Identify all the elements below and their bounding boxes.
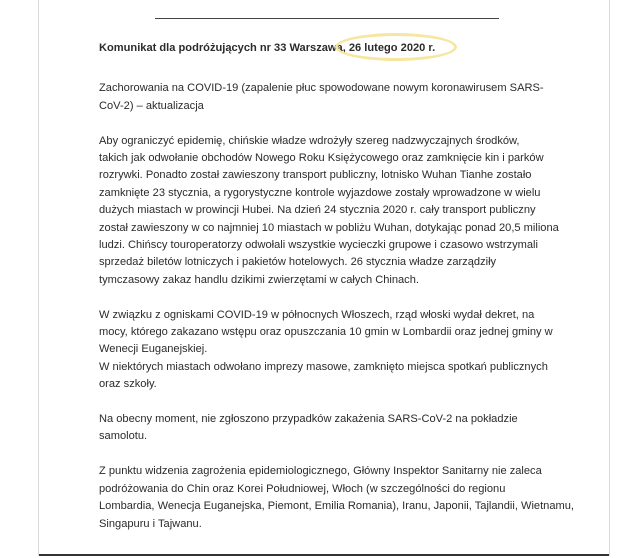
text-line: sprzedaż biletów lotniczych i pakietów hotelowych. 26 stycznia władze zarządziły	[99, 256, 497, 269]
top-divider	[155, 18, 499, 19]
text-line: W niektórych miastach odwołano imprezy masowe, zamknięto miejsca spotkań publicznych	[99, 360, 548, 373]
text-line: CoV-2) – aktualizacja	[99, 99, 204, 112]
text-line: został zawieszony w co najmniej 10 miastach w pobliżu Wuhan, dotykając ponad 20,5 miliona	[99, 221, 559, 234]
text-line: Singapuru i Tajwanu.	[99, 517, 202, 530]
text-line: zamknięte 23 stycznia, a rygorystyczne kontrole wyjazdowe zostały wprowadzone w wielu	[99, 186, 541, 199]
paragraph-italy	[99, 307, 569, 394]
text-line: ludzi. Chińscy touroperatorzy odwołali wszystkie wycieczki grupowe i czasowo wstrzymali	[99, 239, 538, 252]
bottom-border	[39, 554, 609, 556]
text-line: oraz szkoły.	[99, 378, 157, 391]
text-line: Lombardia, Wenecja Euganejska, Piemont, Emilia Romania), Iranu, Japonii, Tajlandii, Wietnamu,	[99, 500, 575, 513]
paragraph-flights	[99, 411, 569, 446]
text-line: tymczasowy zakaz handlu dzikimi zwierzętami w całych Chinach.	[99, 273, 419, 286]
paragraph-title	[99, 80, 569, 115]
heading-date-text: 26 lutego 2020 r.	[348, 42, 436, 54]
heading-date	[349, 40, 435, 57]
text-line: Na obecny moment, nie zgłoszono przypadków zakażenia SARS-CoV-2 na pokładzie	[99, 413, 518, 426]
text-line: rozrywki. Ponadto został zawieszony transport publiczny, lotnisko Wuhan Tianhe zostało	[99, 169, 532, 182]
text-line: Zachorowania na COVID-19 (zapalenie płuc spowodowane nowym koronawirusem SARS-	[99, 82, 544, 95]
communique-heading	[99, 40, 569, 57]
text-line: podróżowania do Chin oraz Korei Południowej, Włoch (w szczególności do regionu	[99, 482, 506, 495]
text-line: Wenecji Euganejskiej.	[99, 343, 208, 356]
text-line: samolotu.	[99, 430, 148, 443]
document-page	[38, 0, 610, 556]
text-line: mocy, którego zakazano wstępu oraz opuszczania 10 gmin w Lombardii oraz jednej gminy w	[99, 326, 553, 339]
text-line: takich jak odwołanie obchodów Nowego Roku Księżycowego oraz zamknięcie kin i parków	[99, 152, 544, 165]
text-line: dużych miastach w prowincji Hubei. Na dzień 24 stycznia 2020 r. cały transport publiczny	[99, 204, 536, 217]
document-content	[99, 40, 575, 550]
paragraph-china-measures	[99, 133, 569, 290]
paragraph-recommendation	[99, 463, 575, 533]
text-line: W związku z ogniskami COVID-19 w północnych Włoszech, rząd włoski wydał dekret, na	[99, 308, 535, 321]
text-line: Z punktu widzenia zagrożenia epidemiologicznego, Główny Inspektor Sanitarny nie zaleca	[99, 465, 542, 478]
heading-prefix: Komunikat dla podróżujących nr 33 Warszawa,	[99, 42, 349, 54]
text-line: Aby ograniczyć epidemię, chińskie władze wdrożyły szereg nadzwyczajnych środków,	[99, 134, 520, 147]
